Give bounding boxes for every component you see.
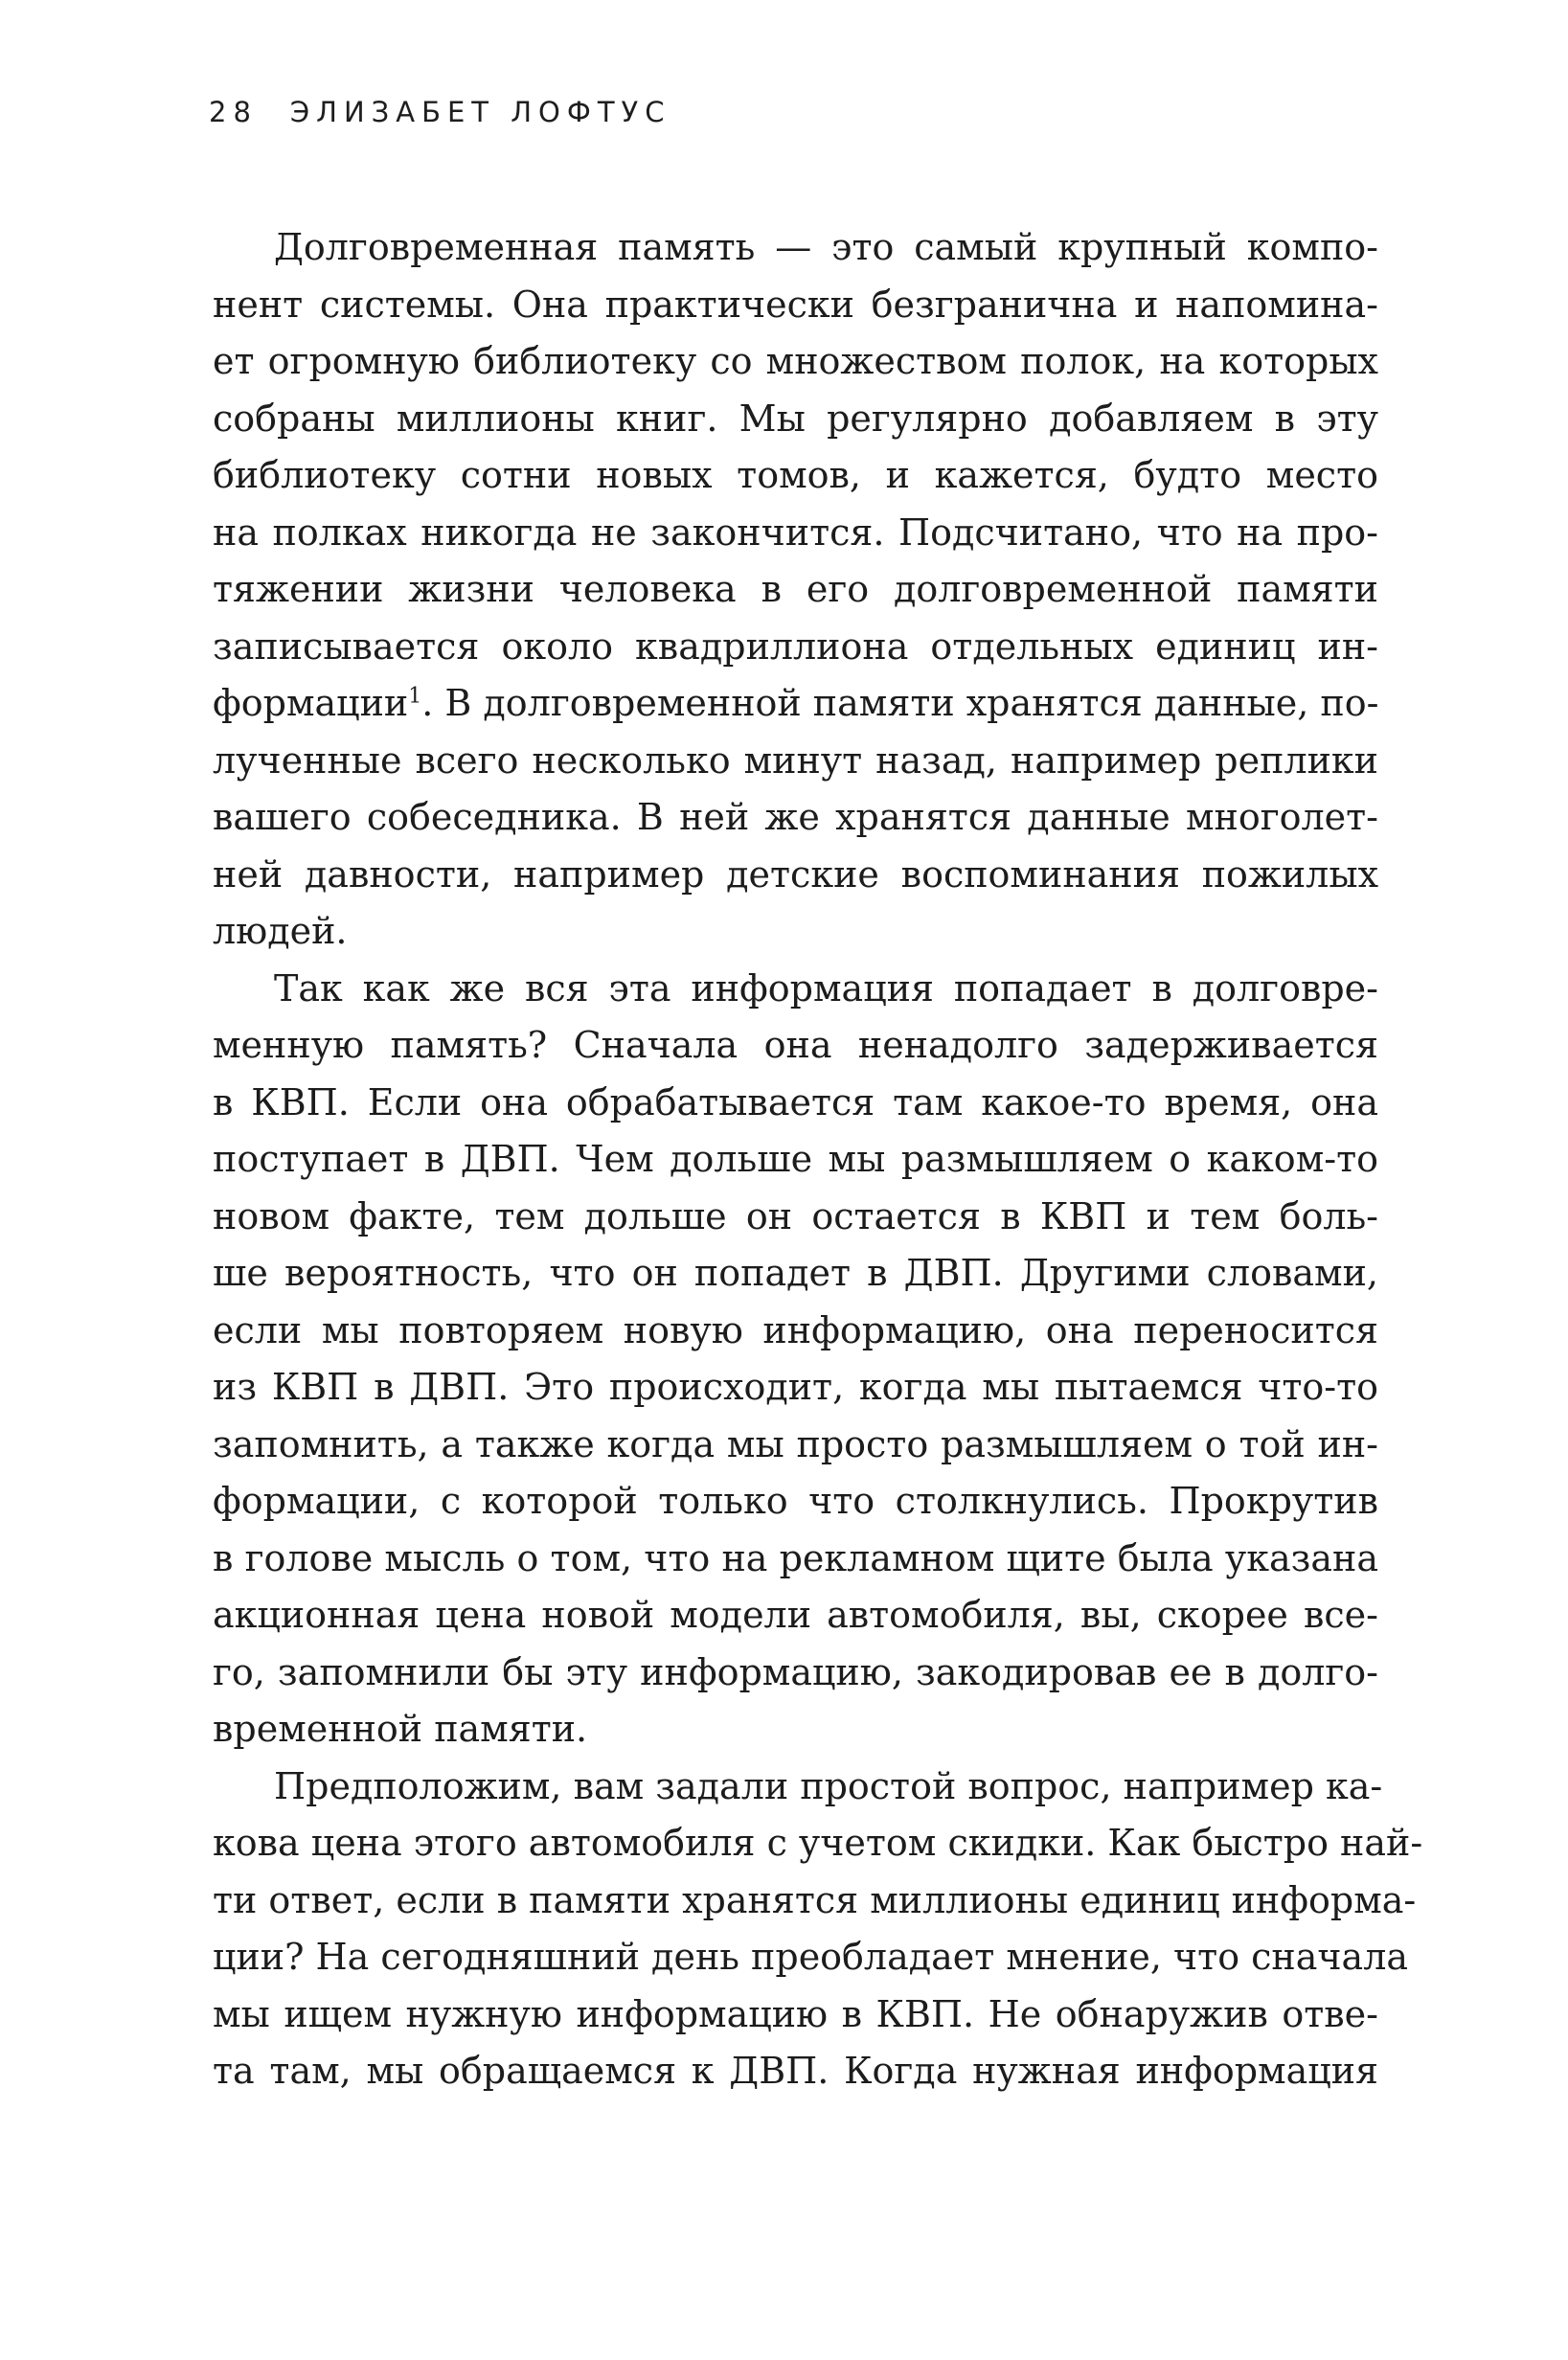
text-line: го, запомнили бы эту информацию, закодировав ее в долго- (213, 1650, 1378, 1693)
text-line: вашего собеседника. В ней же хранятся данные многолет- (213, 796, 1378, 838)
text-line: на полках никогда не закончится. Подсчитано, что на про- (213, 511, 1378, 554)
text-line: лученные всего несколько минут назад, например реплики (213, 738, 1378, 782)
text-line: акционная цена новой модели автомобиля, вы, скорее все- (213, 1594, 1378, 1636)
text-fragment: . В долговременной памяти хранятся данные, по- (421, 682, 1379, 724)
text-line: запомнить, а также когда мы просто размышляем о той ин- (213, 1422, 1378, 1465)
text-line: собраны миллионы книг. Мы регулярно добавляем в эту (213, 397, 1378, 440)
text-line: ней давности, например детские воспоминания пожилых (213, 852, 1378, 896)
text-line: в голове мысль о том, что на рекламном щите была указана (213, 1536, 1378, 1579)
text-line: ции? На сегодняшний день преобладает мнение, что сначала (213, 1936, 1408, 1978)
text-line: библиотеку сотни новых томов, и кажется, будто место (213, 454, 1378, 496)
text-fragment: формации (213, 682, 409, 724)
text-line: новом факте, тем дольше он остается в КВП и тем боль- (213, 1194, 1378, 1237)
text-line: ти ответ, если в памяти хранятся миллионы единиц информа- (213, 1878, 1417, 1921)
running-head (209, 96, 670, 128)
text-line: Предположим, вам задали простой вопрос, например ка- (274, 1764, 1383, 1807)
text-line: поступает в ДВП. Чем дольше мы размышляем о каком-то (213, 1138, 1378, 1180)
text-line: тяжении жизни человека в его долговременной памяти (213, 568, 1378, 610)
paragraph-3 (213, 1759, 1423, 2100)
text-line: из КВП в ДВП. Это происходит, когда мы пытаемся что-то (213, 1366, 1378, 1408)
text-line: записывается около квадриллиона отдельных единиц ин- (213, 624, 1378, 668)
text-line: ше вероятность, что он попадет в ДВП. Другими словами, (213, 1252, 1378, 1294)
text-line: менную память? Сначала она ненадолго задерживается (213, 1024, 1378, 1066)
text-line: кова цена этого автомобиля с учетом скидки. Как быстро най- (213, 1822, 1423, 1864)
text-line: нент системы. Она практически безгранична и напомина- (213, 283, 1378, 326)
paragraph-1 (213, 219, 1378, 961)
text-line: временной памяти. (213, 1708, 588, 1750)
text-line: ет огромную библиотеку со множеством полок, на которых (213, 340, 1378, 382)
text-line: мы ищем нужную информацию в КВП. Не обнаружив отве- (213, 1992, 1378, 2035)
page-number: 28 (209, 96, 258, 128)
text-line: Долговременная память — это самый крупный компо- (274, 226, 1378, 268)
text-line: формации, с которой только что столкнулись. Прокрутив (213, 1480, 1378, 1522)
body-text (213, 219, 1423, 2100)
footnote-reference[interactable]: 1 (408, 684, 422, 709)
text-line: в КВП. Если она обрабатывается там какое-то время, она (213, 1080, 1378, 1123)
paragraph-2 (213, 961, 1378, 1759)
text-line-with-footnote (213, 675, 1378, 733)
text-line: если мы повторяем новую информацию, она переносится (213, 1308, 1378, 1351)
text-line: людей. (213, 910, 348, 952)
running-head-author: ЭЛИЗАБЕТ ЛОФТУС (289, 96, 671, 128)
text-line: Так как же вся эта информация попадает в долговре- (274, 966, 1378, 1010)
text-line: та там, мы обращаемся к ДВП. Когда нужная информация (213, 2050, 1378, 2092)
